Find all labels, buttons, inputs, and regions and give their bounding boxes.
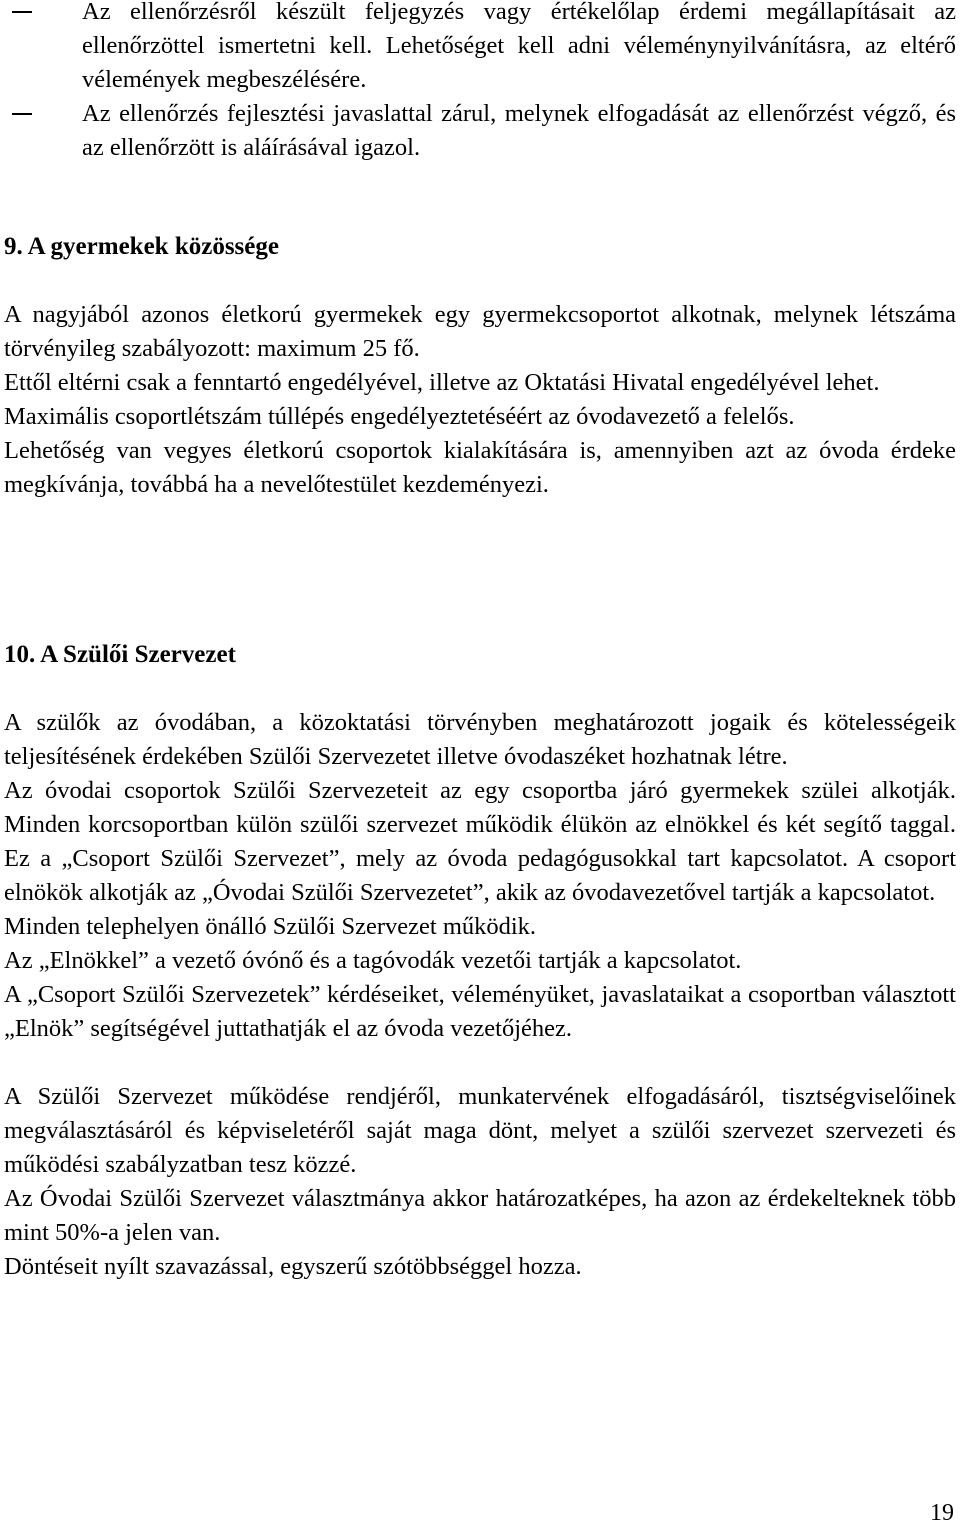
paragraph: Lehetőség van vegyes életkorú csoportok kialakítására is, amennyiben azt az óvoda érdeke megkívánja, továbbá ha a nevelőtestület kezdeményezi. [4,437,956,498]
paragraph: Az „Elnökkel” a vezető óvónő és a tagóvodák vezetői tartják a kapcsolatot. [4,947,742,974]
paragraph: A Szülői Szervezet működése rendjéről, munkatervének elfogadásáról, tisztségviselőinek megválasztásáról és képviseletéről saját maga dönt, melyet a szülői szervezet szervezeti és működési szabályzatban tesz közzé. [4,1083,956,1178]
dash-bullet-icon [12,11,32,13]
paragraph: Ettől eltérni csak a fenntartó engedélyével, illetve az Oktatási Hivatal engedélyével lehet. [4,369,880,396]
section-9-body [4,298,956,502]
paragraph: Maximális csoportlétszám túllépés engedélyeztetéséért az óvodavezető a felelős. [4,403,795,430]
paragraph: Minden telephelyen önálló Szülői Szervezet működik. [4,913,537,940]
paragraph: A szülők az óvodában, a közoktatási törvényben meghatározott jogaik és kötelességeik teljesítésének érdekében Szülői Szervezetet illetve óvodaszéket hozhatnak létre. [4,709,956,770]
section-9-heading: 9. A gyermekek közössége [4,233,279,260]
page-number: 19 [930,1500,954,1526]
list-item [4,97,956,165]
section-10-body [4,706,956,1046]
dash-bullet-icon [12,113,32,115]
list-item-text: Az ellenőrzésről készült feljegyzés vagy értékelőlap érdemi megállapításait az ellenőrzöttel ismertetni kell. Lehetőséget kell adni véleménynyilvánításra, az eltérő vélemények megbeszélésére. [82,0,956,93]
list-item-text: Az ellenőrzés fejlesztési javaslattal zárul, melynek elfogadását az ellenőrzést végző, és az ellenőrzött is aláírásával igazol. [82,100,956,161]
document-page [4,0,956,1284]
list-item [4,0,956,97]
section-10-heading: 10. A Szülői Szervezet [4,641,236,668]
paragraph: A „Csoport Szülői Szervezetek” kérdéseiket, véleményüket, javaslataikat a csoportban választott „Elnök” segítségével juttathatják el az óvoda vezetőjéhez. [4,981,956,1042]
paragraph: Az óvodai csoportok Szülői Szervezeteit az egy csoportba járó gyermekek szülei alkotják. Minden korcsoportban külön szülői szervezet működik élükön az elnökkel és két segítő taggal. Ez a „Csoport Szülői Szervezet”, mely az óvoda pedagógusokkal tart kapcsolatot. A csoport elnökök alkotják az „Óvodai Szülői Szervezetet”, akik az óvodavezetővel tartják a kapcsolatot. [4,777,956,906]
paragraph: A nagyjából azonos életkorú gyermekek egy gyermekcsoportot alkotnak, melynek létszáma törvényileg szabályozott: maximum 25 fő. [4,301,956,362]
paragraph: Az Óvodai Szülői Szervezet választmánya akkor határozatképes, ha azon az érdekelteknek több mint 50%-a jelen van. [4,1185,956,1246]
section-10-body-continued [4,1080,956,1284]
paragraph: Döntéseit nyílt szavazással, egyszerű szótöbbséggel hozza. [4,1253,582,1280]
